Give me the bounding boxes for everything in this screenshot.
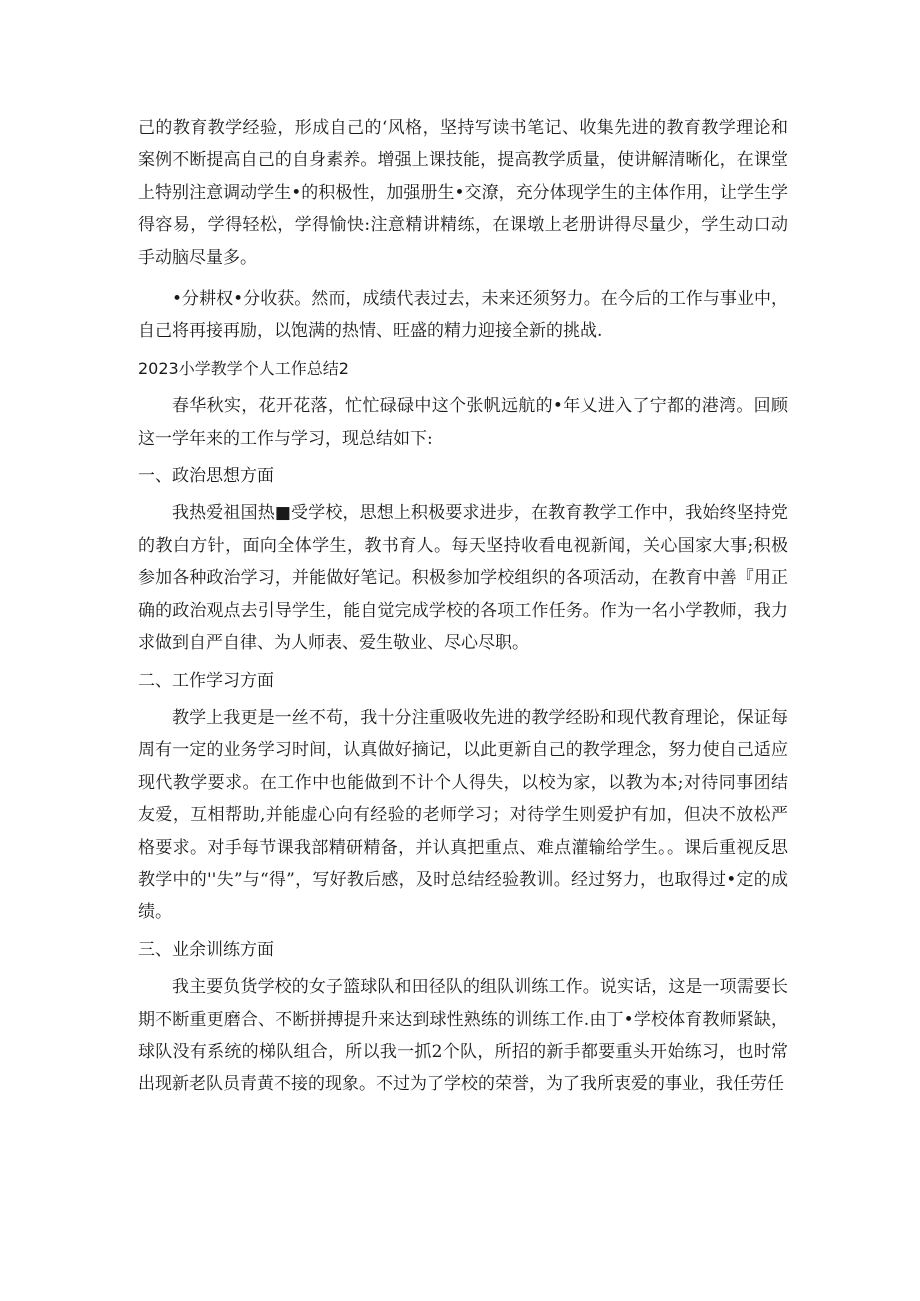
document-body bbox=[138, 112, 788, 1101]
heading-political: 一、政治思想方面 bbox=[138, 466, 274, 487]
section-title: 2023小学教学个人工作总结2 bbox=[138, 358, 349, 378]
paragraph-closing: •分耕权•分收获。然而，成绩代表过去，未来还须努力。在今后的工作与事业中，自己将再接再励，以饱满的热情、旺盛的精力迎接全新的挑战. bbox=[138, 289, 788, 342]
paragraph-training: 我主要负货学校的女子篮球队和田径队的组队训练工作。说实话，这是一项需要长期不断重更磨合、不断拼搏提升来达到球性熟练的训练工作.由丁•学校体育教师紧缺，球队没有系统的梯队组合，所以我一抓2个队，所招的新手都要重头开始练习，也时常出现新老队员青黄不接的现象。不过为了学校的荣誉，为了我所衷爱的事业，我任劳任 bbox=[138, 977, 788, 1095]
paragraph-work-study: 教学上我更是一丝不苟，我十分注重吸收先进的教学经盼和现代教育理论，保证每周有一定的业务学习时间，认真做好摘记，以此更新自己的教学理念，努力使自己适应现代教学要求。在工作中也能做到不计个人得失，以校为家，以教为本;对待同事团结友爱，互相帮助,并能虚心向有经验的老师学习；对待学生则爱护有加，但决不放松严格要求。对手每节课我部精研精备，并认真把重点、难点灌输给学生。。课后重视反思教学中的''失”与“得”，写好教后感，及时总结经验教训。经过努力，也取得过•定的成绩。 bbox=[138, 707, 788, 923]
heading-training: 三、业余训练方面 bbox=[138, 939, 274, 960]
paragraph-intro: 春华秋实，花开花落，忙忙碌碌中这个张帆远航的•年乂进入了宁都的港湾。回顾这一学年来的工作与学习，现总结如下: bbox=[138, 396, 788, 449]
paragraph-continued: 己的教育教学经验，形成自己的‘风格，坚持写读书笔记、收集先进的教育教学理论和案例不断提高自己的自身素养。增强上课技能，提高教学质量，使讲解清晰化，在课堂上特别注意调动学生•的积极性，加强册生•交潦，充分体现学生的主体作用，让学生学得容易，学得轻松，学得愉快:注意精讲精练，在课墩上老册讲得尽量少，学生动口动手动脑尽量多。 bbox=[138, 118, 788, 268]
paragraph-political: 我热爱祖国热■受学校，思想上积极要求进步，在教育教学工作中，我始终坚持党的教白方针，面向全体学生，教书育人。每天坚持收看电视新闻，关心国家大事;积极参加各种政治学习，并能做好笔记。积极参加学校组织的各项活动，在教育中善『用正确的政治观点去引导学生，能自觉完成学校的各项工作任务。作为一名小学教师，我力求做到自严自律、为人师表、爱生敬业、尽心尽职。 bbox=[138, 503, 788, 654]
heading-work-study: 二、工作学习方面 bbox=[138, 670, 274, 691]
